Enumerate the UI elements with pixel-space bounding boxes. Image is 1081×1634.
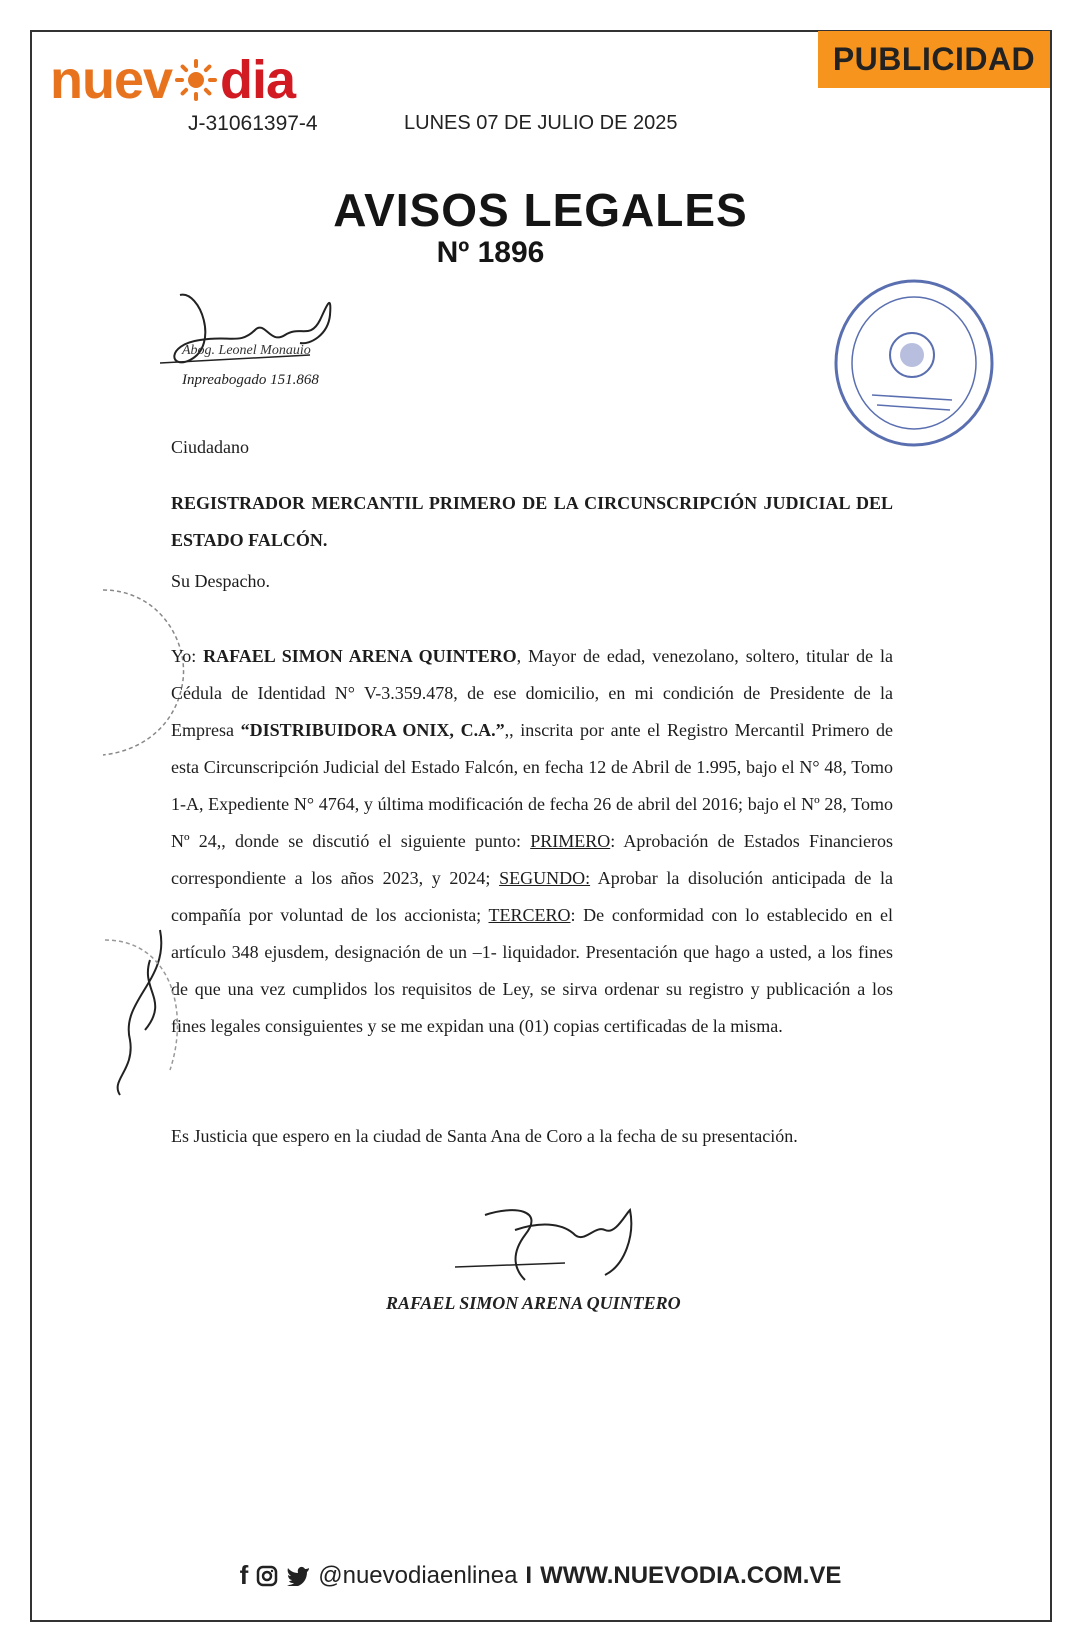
notice-number: Nº 1896: [436, 236, 545, 269]
website-link[interactable]: WWW.NUEVODIA.COM.VE: [540, 1561, 842, 1589]
body-text-5: : De conformidad con lo establecido en el artículo 348 ejusdem, designación de un –1- liquidador. Presentación que hago a usted, a los fines de que una vez cumplidos los requisitos de Ley, se sirva ordenar su registro y publicación a los fines legales consiguientes y se me expidan una (01) copias certificadas de la misma.: [171, 905, 893, 1036]
lawyer-name: Abog. Leonel Monauio: [182, 343, 311, 358]
sun-icon: [174, 58, 218, 102]
logo-text-part1: nuev: [50, 50, 173, 110]
page-title: AVISOS LEGALES: [333, 184, 748, 236]
body-company: “DISTRIBUIDORA ONIX, C.A.”: [240, 720, 505, 740]
body-text-1: , Mayor de edad, venezolano, soltero, titular de la Cédula de Identidad N° V-3.359.478, de ese domicilio, en mi condición de Presidente de la Empresa: [171, 646, 893, 740]
publicidad-badge: PUBLICIDAD: [818, 31, 1050, 88]
su-despacho: Su Despacho.: [171, 571, 270, 591]
letter-body: [171, 638, 893, 1045]
lawyer-inpreabogado: Inpreabogado 151.868: [182, 372, 319, 388]
rif-number: J-31061397-4: [188, 112, 318, 135]
body-segundo: SEGUNDO:: [499, 868, 591, 888]
footer-separator: I: [525, 1561, 533, 1589]
recipient: REGISTRADOR MERCANTIL PRIMERO DE LA CIRCUNSCRIPCIÓN JUDICIAL DEL ESTADO FALCÓN.: [171, 493, 893, 550]
margin-signature-icon: [100, 920, 190, 1100]
twitter-icon[interactable]: [286, 1566, 310, 1586]
registry-seal-icon: [832, 275, 996, 450]
newspaper-logo: [50, 50, 295, 110]
salutation: Ciudadano: [171, 437, 249, 457]
body-text-4: Aprobar la disolución anticipada de la compañía por voluntad de los accionista;: [171, 868, 893, 925]
signer-signature-icon: [455, 1195, 655, 1295]
publication-date: LUNES 07 DE JULIO DE 2025: [404, 112, 678, 134]
body-primero: PRIMERO: [530, 831, 611, 851]
signer-name: RAFAEL SIMON ARENA QUINTERO: [386, 1293, 681, 1313]
closing-line: Es Justicia que espero en la ciudad de Santa Ana de Coro a la fecha de su presentación.: [171, 1126, 798, 1146]
body-text-2: ,, inscrita por ante el Registro Mercantil Primero de esta Circunscripción Judicial del Estado Falcón, en fecha 12 de Abril de 1.995, bajo el N° 48, Tomo 1-A, Expediente N° 4764, y última modificación de fecha 26 de abril del 2016; bajo el Nº 28, Tomo Nº 24,, donde se discutió el siguiente punto:: [171, 720, 893, 851]
footer: [0, 1560, 1081, 1591]
body-tercero: TERCERO: [488, 905, 571, 925]
social-handle[interactable]: @nuevodiaenlinea: [318, 1561, 518, 1589]
instagram-icon[interactable]: [256, 1565, 278, 1587]
body-yo: Yo:: [171, 646, 204, 666]
facebook-icon[interactable]: f: [239, 1560, 249, 1590]
logo-text-part2: dia: [220, 50, 296, 110]
body-name: RAFAEL SIMON ARENA QUINTERO: [203, 646, 517, 666]
body-text-3: : Aprobación de Estados Financieros correspondiente a los años 2023, y 2024;: [171, 831, 893, 888]
